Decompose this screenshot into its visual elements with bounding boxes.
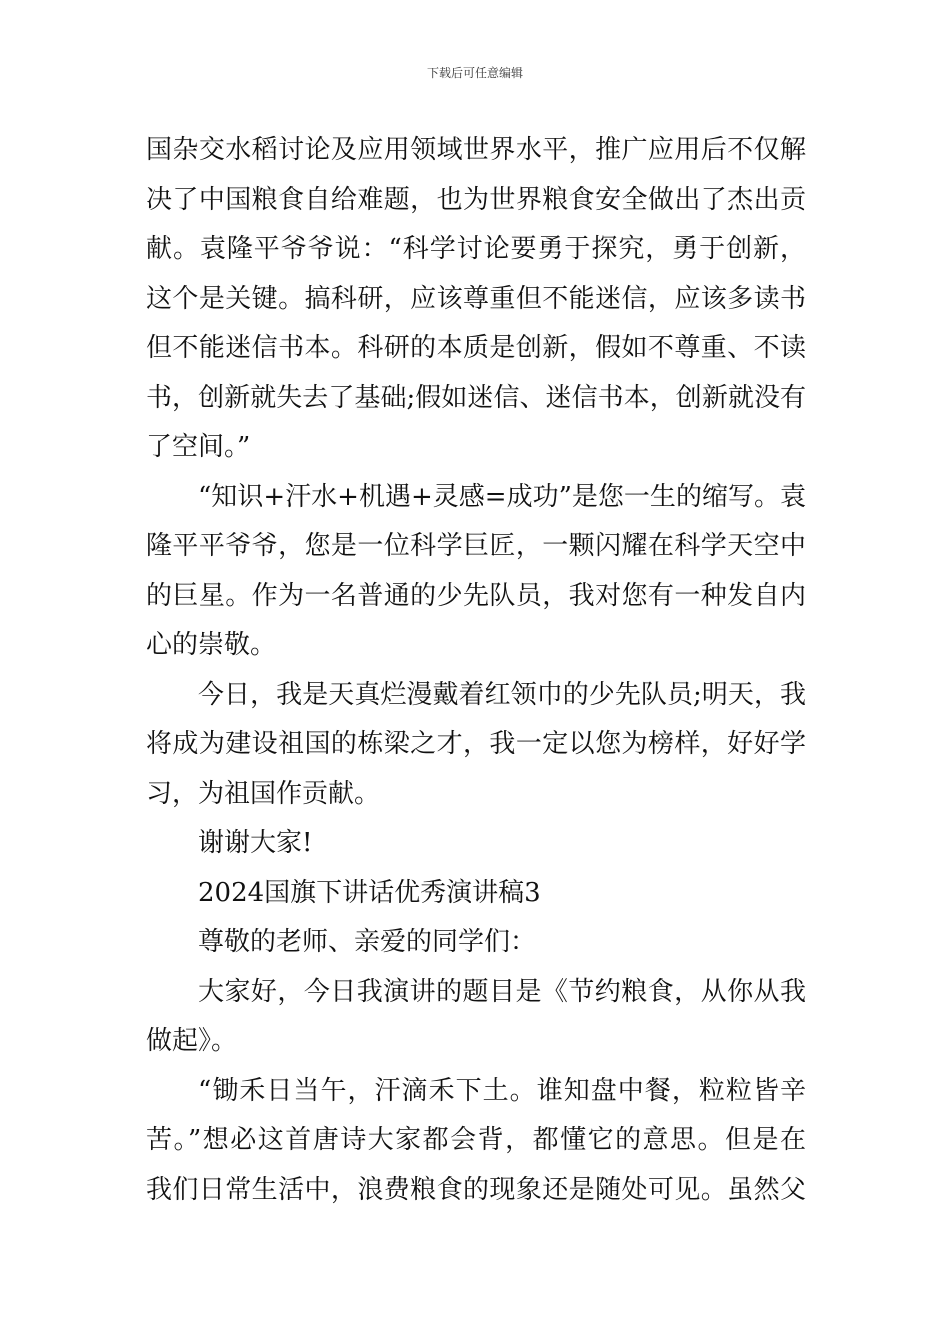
text-line: 2024国旗下讲话优秀演讲稿3 <box>198 877 541 908</box>
text-line: 这个是关键。搞科研，应该尊重但不能迷信，应该多读书 <box>146 283 806 314</box>
text-line: 今日，我是天真烂漫戴着红领巾的少先队员;明天，我 <box>198 679 806 710</box>
text-line: 将成为建设祖国的栋梁之才，我一定以您为榜样，好好学 <box>146 729 806 759</box>
text-line: “知识+汗水+机遇+灵感=成功”是您一生的缩写。袁 <box>198 481 806 512</box>
text-line: 献。袁隆平爷爷说：“科学讨论要勇于探究，勇于创新， <box>146 234 806 264</box>
text-line: 但不能迷信书本。科研的本质是创新，假如不尊重、不读 <box>146 333 806 363</box>
text-line: 国杂交水稻讨论及应用领域世界水平，推广应用后不仅解 <box>146 135 806 165</box>
body-text <box>146 126 806 1215</box>
text-line: 决了中国粮食自给难题，也为世界粮食安全做出了杰出贡 <box>146 184 806 215</box>
text-line: 做起》。 <box>146 1026 238 1056</box>
text-line: 苦。”想必这首唐诗大家都会背，都懂它的意思。但是在 <box>146 1125 806 1155</box>
text-line: 了空间。” <box>146 432 251 462</box>
text-line: 心的崇敬。 <box>146 630 277 660</box>
text-line: “锄禾日当午，汗滴禾下土。谁知盘中餐，粒粒皆辛 <box>198 1075 806 1106</box>
text-line: 尊敬的老师、亲爱的同学们： <box>198 927 537 957</box>
text-line: 的巨星。作为一名普通的少先队员，我对您有一种发自内 <box>146 580 806 611</box>
text-line: 隆平平爷爷，您是一位科学巨匠，一颗闪耀在科学天空中 <box>146 531 806 561</box>
text-line: 书，创新就失去了基础;假如迷信、迷信书本，创新就没有 <box>146 382 806 413</box>
text-line: 习，为祖国作贡献。 <box>146 778 381 809</box>
text-line: 谢谢大家! <box>198 828 313 858</box>
text-line: 我们日常生活中，浪费粮食的现象还是随处可见。虽然父 <box>146 1174 806 1205</box>
text-line: 大家好，今日我演讲的题目是《节约粮食，从你从我 <box>198 976 806 1007</box>
page-header: 下载后可任意编辑 <box>426 66 523 80</box>
